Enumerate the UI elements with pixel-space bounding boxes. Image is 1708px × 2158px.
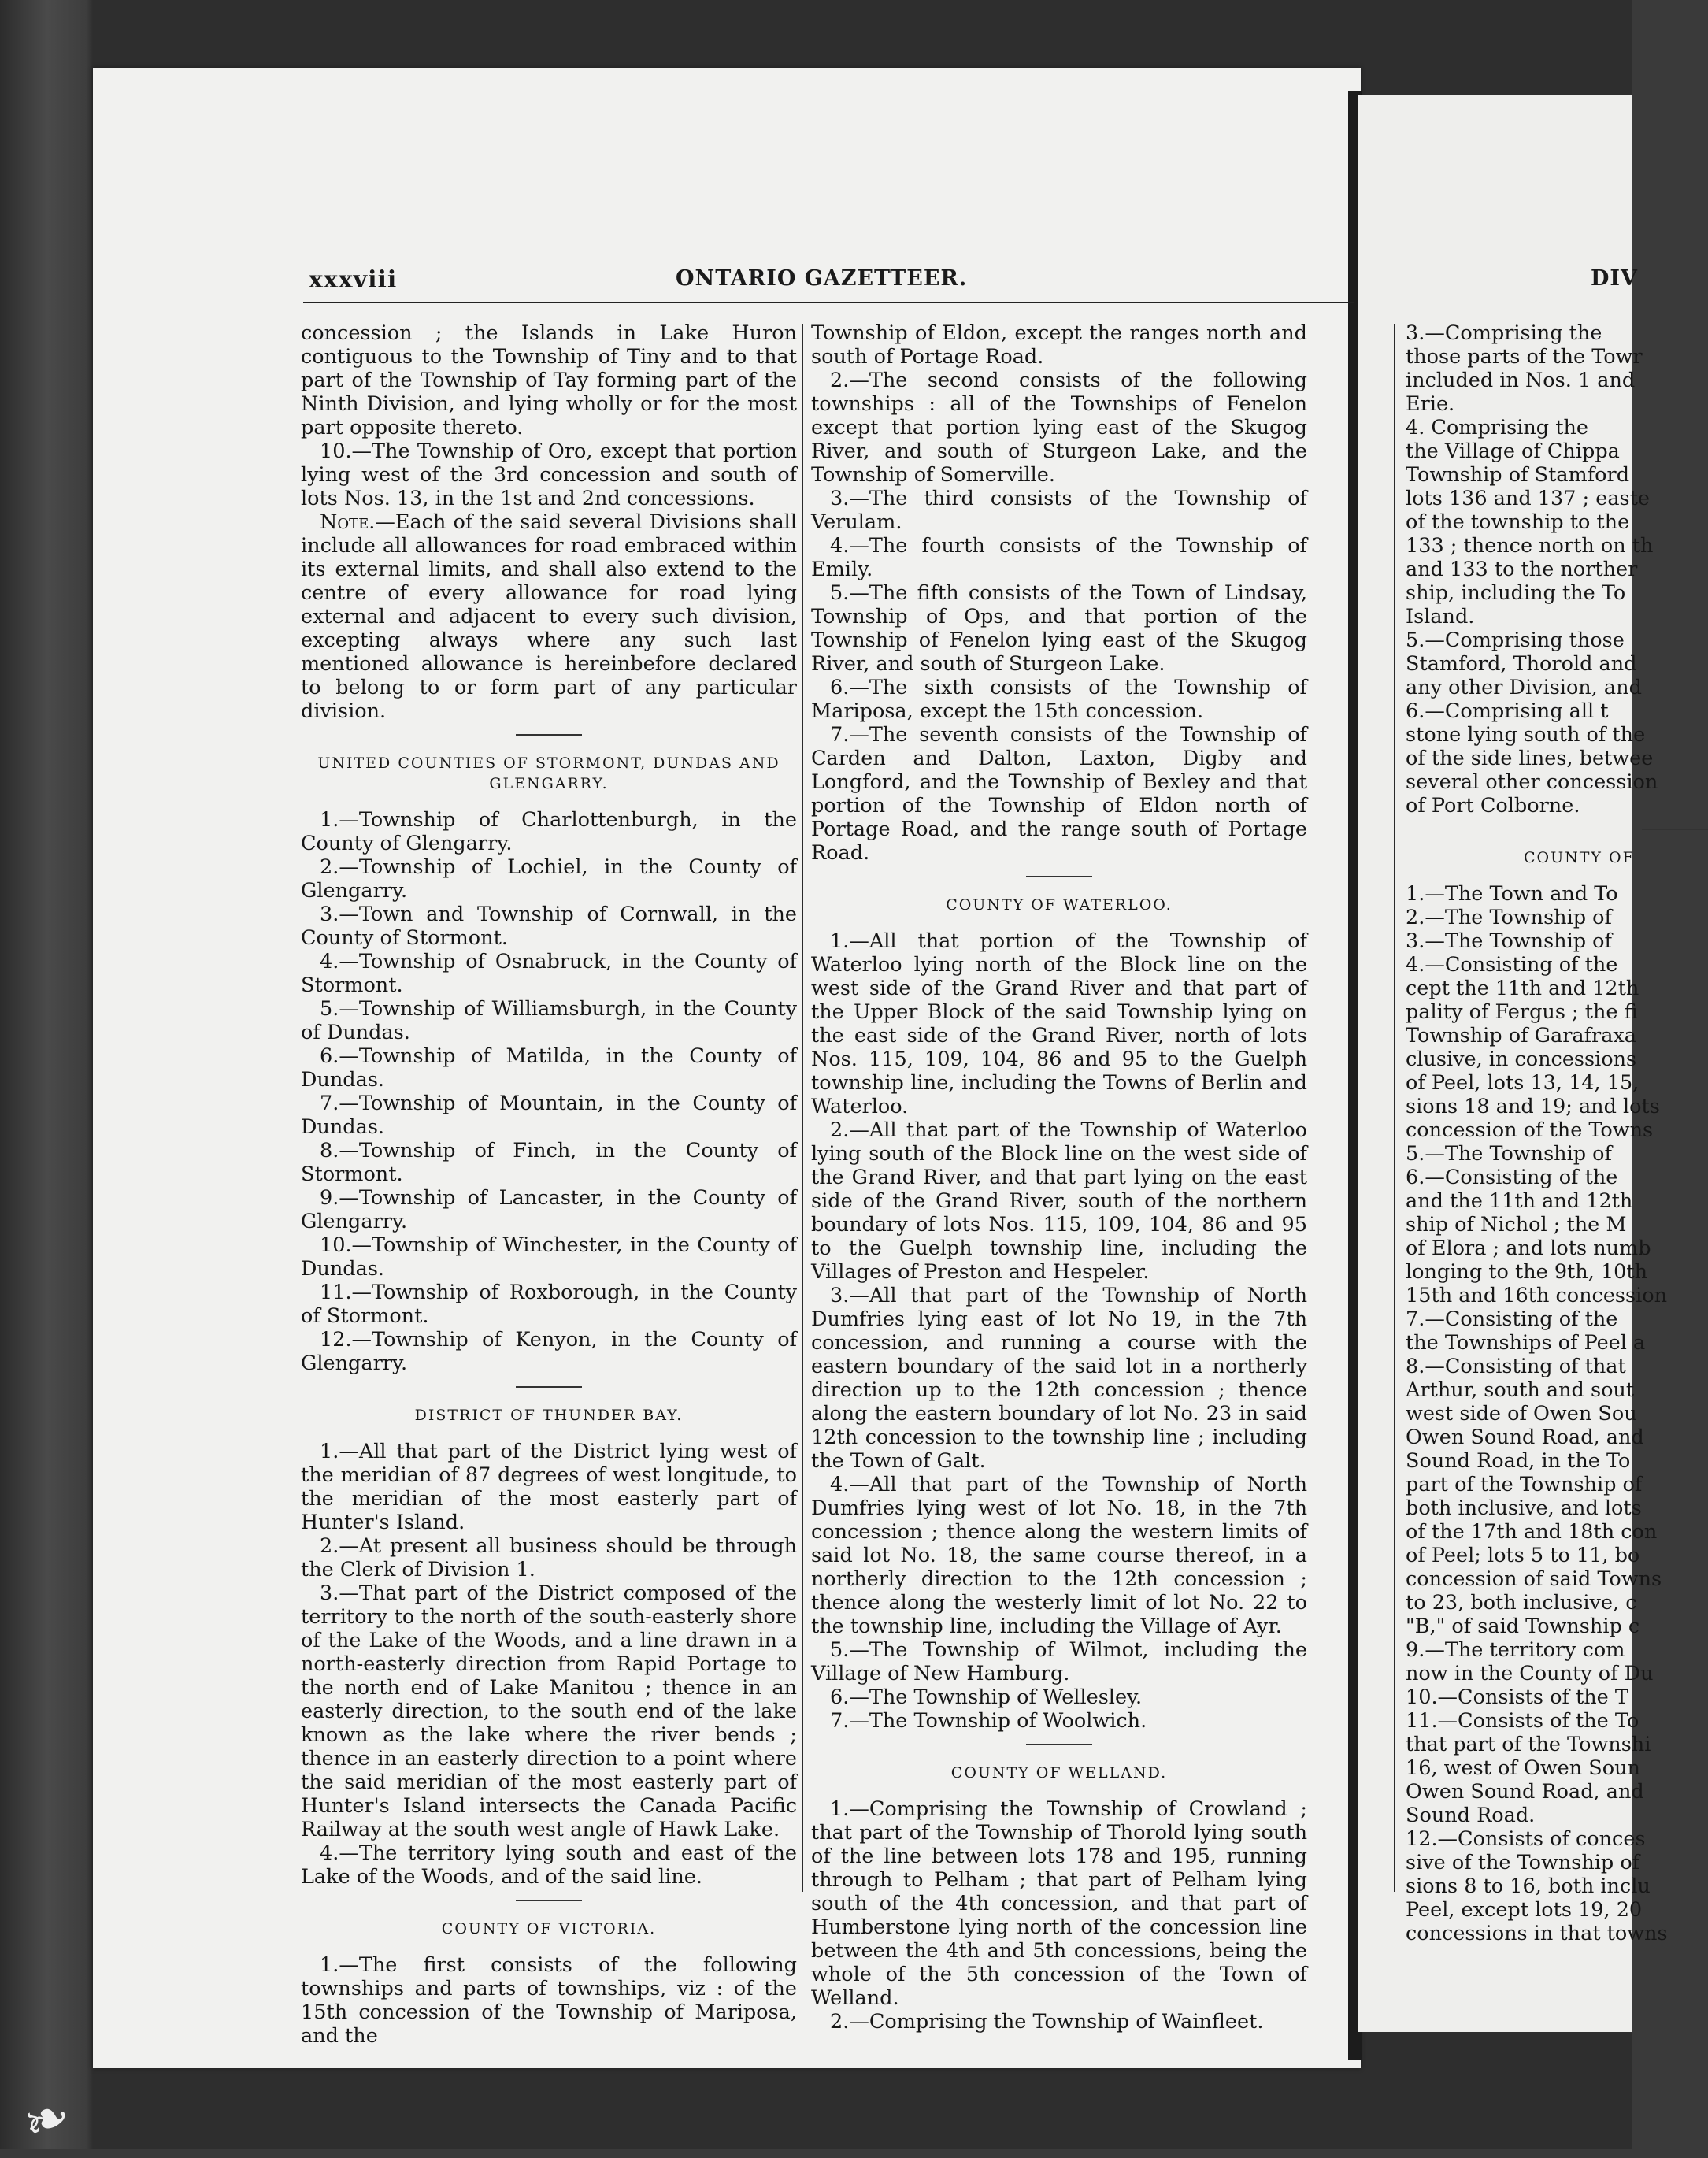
- note-text: —Each of the said several Divisions shall include all allowances for road embraced within its external limits, and shall also extend to the centre of every allowance for road lying external and adjacent to every such division, excepting always where any such last mentioned allowance is hereinbefore declared to belong to or form part of any particular division.: [301, 510, 797, 723]
- partial-line: of Port Colborne.: [1406, 794, 1580, 818]
- list-item: 3.—The third consists of the Township of Verulam.: [811, 487, 1307, 534]
- partial-line: concessions in that towns: [1406, 1922, 1668, 1945]
- column-left: [301, 321, 797, 2048]
- section-rule: [516, 1900, 582, 1901]
- partial-line: that part of the Townshi: [1406, 1733, 1651, 1756]
- partial-line: sions 8 to 16, both inclu: [1406, 1874, 1651, 1898]
- section-heading: COUNTY OF: [1524, 849, 1635, 866]
- list-item: 9.—Township of Lancaster, in the County of Glengarry.: [301, 1186, 797, 1233]
- section-rule: [516, 734, 582, 736]
- partial-line: 1.—The Town and To: [1406, 882, 1618, 906]
- list-item: 2.—The second consists of the following townships : all of the Townships of Fenelon except that portion lying east of the Skugog River, and south of Sturgeon Lake, and the Township of Somerville.: [811, 369, 1307, 487]
- partial-line: of the township to the: [1406, 510, 1630, 534]
- partial-line: those parts of the Towr: [1406, 345, 1643, 369]
- running-head-right-fragment: DIV: [1591, 266, 1638, 291]
- partial-line: Owen Sound Road, and: [1406, 1780, 1644, 1804]
- list-item: 4.—The fourth consists of the Township of Emily.: [811, 534, 1307, 581]
- partial-line: of the 17th and 18th con: [1406, 1520, 1658, 1544]
- list-item: 7.—Township of Mountain, in the County of Dundas.: [301, 1092, 797, 1139]
- partial-line: 11.—Consists of the To: [1406, 1709, 1639, 1733]
- column-right-partial: [1406, 321, 1668, 1945]
- list-item: 2.—Township of Lochiel, in the County of Glengarry.: [301, 855, 797, 903]
- partial-line: of Elora ; and lots numb: [1406, 1237, 1651, 1260]
- note-paragraph: [301, 510, 797, 723]
- partial-line: "B," of said Township c: [1406, 1615, 1640, 1638]
- partial-line: part of the Township of: [1406, 1473, 1643, 1496]
- partial-line: concession of the Towns: [1406, 1118, 1654, 1142]
- partial-line: 8.—Consisting of that: [1406, 1355, 1626, 1378]
- partial-line: Island.: [1406, 605, 1475, 628]
- list-item: 4.—Township of Osnabruck, in the County of Stormont.: [301, 950, 797, 997]
- list-item: 3.—All that part of the Township of North Dumfries lying east of lot No 19, in the 7th concession, and running a course with the eastern boundary of the said lot in a northerly direction up to the 12th concession ; thence along the eastern boundary of lot No. 23 in said 12th concession to the township line ; including the Town of Galt.: [811, 1284, 1307, 1473]
- paragraph: 10.—The Township of Oro, except that portion lying west of the 3rd concession and south of lots Nos. 13, in the 1st and 2nd concessions.: [301, 439, 797, 510]
- partial-line: clusive, in concessions: [1406, 1047, 1637, 1071]
- partial-line: Peel, except lots 19, 20: [1406, 1898, 1643, 1922]
- list-item: 1.—Township of Charlottenburgh, in the County of Glengarry.: [301, 808, 797, 855]
- column-divider: [802, 324, 803, 1892]
- partial-line: both inclusive, and lots: [1406, 1496, 1642, 1520]
- partial-line: 3.—Comprising the: [1406, 321, 1602, 345]
- paragraph: Township of Eldon, except the ranges north and south of Portage Road.: [811, 321, 1307, 369]
- list-item: 3.—That part of the District composed of the territory to the north of the south-easterly shore of the Lake of the Woods, and a line drawn in a north-easterly direction from Rapid Portage to the north end of Lake Manitou ; thence in an easterly direction, to the south end of the lake known as the lake where the river bends ; thence in an easterly direction to a point where the said meridian of the most easterly part of Hunter's Island intersects the Canada Pacific Railway at the south west angle of Hawk Lake.: [301, 1581, 797, 1841]
- list-item: 2.—All that part of the Township of Waterloo lying south of the Block line on the west side of the Grand River, and that part lying on the east side of the Grand River, south of the northern boundary of lots Nos. 115, 109, 104, 86 and 95 to the Guelph township line, including the Villages of Preston and Hespeler.: [811, 1118, 1307, 1284]
- page-number: xxxviii: [309, 266, 398, 294]
- partial-lines-top: [1406, 321, 1665, 818]
- list-item: 6.—Township of Matilda, in the County of Dundas.: [301, 1044, 797, 1092]
- partial-line: 4. Comprising the: [1406, 416, 1589, 439]
- partial-line: 6.—Comprising all t: [1406, 699, 1609, 723]
- partial-line: Owen Sound Road, and: [1406, 1426, 1644, 1449]
- list-item: 4.—The territory lying south and east of the Lake of the Woods, and of the said line.: [301, 1841, 797, 1889]
- section-rule: [1642, 829, 1708, 830]
- header-rule: [303, 302, 1354, 303]
- partial-line: longing to the 9th, 10th: [1406, 1260, 1648, 1284]
- partial-line: of Peel; lots 5 to 11, bo: [1406, 1544, 1640, 1567]
- list-item: 4.—All that part of the Township of North Dumfries lying west of lot No. 18, in the 7th concession ; thence along the western limits of said lot No. 18, the same course thereof, in a northerly direction to the 12th concession ; thence along the westerly limit of lot No. 22 to the township line, including the Village of Ayr.: [811, 1473, 1307, 1638]
- partial-line: sions 18 and 19; and lots: [1406, 1095, 1660, 1118]
- list-item: 2.—At present all business should be through the Clerk of Division 1.: [301, 1534, 797, 1581]
- list-item: 5.—The fifth consists of the Town of Lindsay, Township of Ops, and that portion of the Township of Fenelon lying east of the Skugog River, and south of Sturgeon Lake.: [811, 581, 1307, 676]
- partial-line: 12.—Consists of conces: [1406, 1827, 1646, 1851]
- partial-line: 4.—Consisting of the: [1406, 953, 1618, 977]
- partial-line: to 23, both inclusive, c: [1406, 1591, 1637, 1615]
- partial-line: Township of Stamford: [1406, 463, 1630, 487]
- partial-lines-bottom: [1406, 882, 1668, 1945]
- partial-line: ship of Nichol ; the M: [1406, 1213, 1627, 1237]
- list-item: 1.—All that part of the District lying west of the meridian of 87 degrees of west longitude, to the meridian of the most easterly part of Hunter's Island.: [301, 1440, 797, 1534]
- note-label: Note.: [320, 510, 376, 534]
- partial-line: of Peel, lots 13, 14, 15,: [1406, 1071, 1639, 1095]
- partial-line: ship, including the To: [1406, 581, 1626, 605]
- partial-line: Arthur, south and sout: [1406, 1378, 1635, 1402]
- partial-line: stone lying south of the: [1406, 723, 1646, 747]
- partial-line: concession of said Towns: [1406, 1567, 1662, 1591]
- list-item: 2.—Comprising the Township of Wainfleet.: [830, 2010, 1264, 2034]
- partial-line: 5.—Comprising those: [1406, 628, 1625, 652]
- column-middle: [811, 321, 1307, 2034]
- partial-line: now in the County of Du: [1406, 1662, 1654, 1685]
- partial-line: cept the 11th and 12th: [1406, 977, 1639, 1000]
- list-item: 8.—Township of Finch, in the County of Stormont.: [301, 1139, 797, 1186]
- partial-line: west side of Owen Sou: [1406, 1402, 1637, 1426]
- partial-line: Erie.: [1406, 392, 1455, 416]
- running-head-title: ONTARIO GAZETTEER.: [676, 266, 968, 291]
- list-item: 1.—The first consists of the following townships and parts of townships, viz : of the 15th concession of the Township of Mariposa, and the: [301, 1953, 797, 2048]
- list-item: 1.—All that portion of the Township of Waterloo lying north of the Block line on the west side of the Grand River and that part of the Upper Block of the said Township lying on the east side of the Grand River, north of lots Nos. 115, 109, 104, 86 and 95 to the Guelph township line, including the Towns of Berlin and Waterloo.: [811, 929, 1307, 1118]
- partial-line: and the 11th and 12th: [1406, 1189, 1633, 1213]
- list-item: 10.—Township of Winchester, in the County of Dundas.: [301, 1233, 797, 1281]
- partial-line: several other concession: [1406, 770, 1658, 794]
- partial-line: 9.—The territory com: [1406, 1638, 1625, 1662]
- list-item: 1.—Comprising the Township of Crowland ; that part of the Township of Thorold lying south of the line between lots 178 and 195, running through to Pelham ; that part of Pelham lying south of the 4th concession, and that part of Humberstone lying north of the concession line between the 4th and 5th concessions, being the whole of the 5th concession of the Town of Welland.: [811, 1797, 1307, 2010]
- partial-line: sive of the Township of: [1406, 1851, 1640, 1874]
- column-divider-right: [1394, 324, 1395, 1892]
- partial-line: 5.—The Township of: [1406, 1142, 1612, 1166]
- section-heading: UNITED COUNTIES OF STORMONT, DUNDAS AND GLENGARRY.: [317, 755, 780, 792]
- paragraph: concession ; the Islands in Lake Huron contiguous to the Township of Tiny and to that part of the Township of Tay forming part of the Ninth Division, and lying wholly or for the most part opposite thereto.: [301, 321, 797, 439]
- list-item: 3.—Town and Township of Cornwall, in the County of Stormont.: [301, 903, 797, 950]
- partial-line: any other Division, and: [1406, 676, 1642, 699]
- partial-line: 3.—The Township of: [1406, 929, 1612, 953]
- list-item: 7.—The seventh consists of the Township of Carden and Dalton, Laxton, Digby and Longford, and the Township of Bexley and that portion of the Township of Eldon north of Portage Road, and the range south of Portage Road.: [811, 723, 1307, 865]
- partial-line: the Townships of Peel a: [1406, 1331, 1646, 1355]
- section-rule: [1026, 876, 1092, 877]
- list-item: 5.—Township of Williamsburgh, in the County of Dundas.: [301, 997, 797, 1044]
- list-item: 6.—The sixth consists of the Township of Mariposa, except the 15th concession.: [811, 676, 1307, 723]
- list-item: 7.—The Township of Woolwich.: [830, 1709, 1147, 1733]
- partial-line: 2.—The Township of: [1406, 906, 1612, 929]
- section-rule: [516, 1386, 582, 1388]
- partial-line: Sound Road.: [1406, 1804, 1536, 1827]
- section-heading: COUNTY OF WATERLOO.: [946, 896, 1173, 914]
- list-item: 12.—Township of Kenyon, in the County of Glengarry.: [301, 1328, 797, 1375]
- section-heading: COUNTY OF WELLAND.: [950, 1764, 1168, 1782]
- partial-line: lots 136 and 137 ; easte: [1406, 487, 1650, 510]
- partial-line: Township of Garafraxa: [1406, 1024, 1637, 1047]
- list-item: 5.—The Township of Wilmot, including the Village of New Hamburg.: [811, 1638, 1307, 1685]
- section-rule: [1026, 1744, 1092, 1745]
- partial-line: and 133 to the norther: [1406, 558, 1638, 581]
- partial-line: Sound Road, in the To: [1406, 1449, 1631, 1473]
- partial-line: of the side lines, betwee: [1406, 747, 1654, 770]
- partial-line: 15th and 16th concession: [1406, 1284, 1668, 1307]
- partial-line: the Village of Chippa: [1406, 439, 1620, 463]
- scan-corner-mark: ❧: [13, 2081, 80, 2158]
- section-heading: COUNTY OF VICTORIA.: [441, 1920, 657, 1937]
- partial-line: 16, west of Owen Soun: [1406, 1756, 1640, 1780]
- list-item: 6.—The Township of Wellesley.: [830, 1685, 1143, 1709]
- partial-line: 6.—Consisting of the: [1406, 1166, 1618, 1189]
- partial-line: pality of Fergus ; the fi: [1406, 1000, 1638, 1024]
- partial-line: 133 ; thence north on th: [1406, 534, 1654, 558]
- partial-line: 7.—Consisting of the: [1406, 1307, 1618, 1331]
- partial-line: 10.—Consists of the T: [1406, 1685, 1628, 1709]
- partial-line: Stamford, Thorold and: [1406, 652, 1637, 676]
- partial-line: included in Nos. 1 and: [1406, 369, 1636, 392]
- section-heading: DISTRICT OF THUNDER BAY.: [414, 1407, 684, 1424]
- list-item: 11.—Township of Roxborough, in the County of Stormont.: [301, 1281, 797, 1328]
